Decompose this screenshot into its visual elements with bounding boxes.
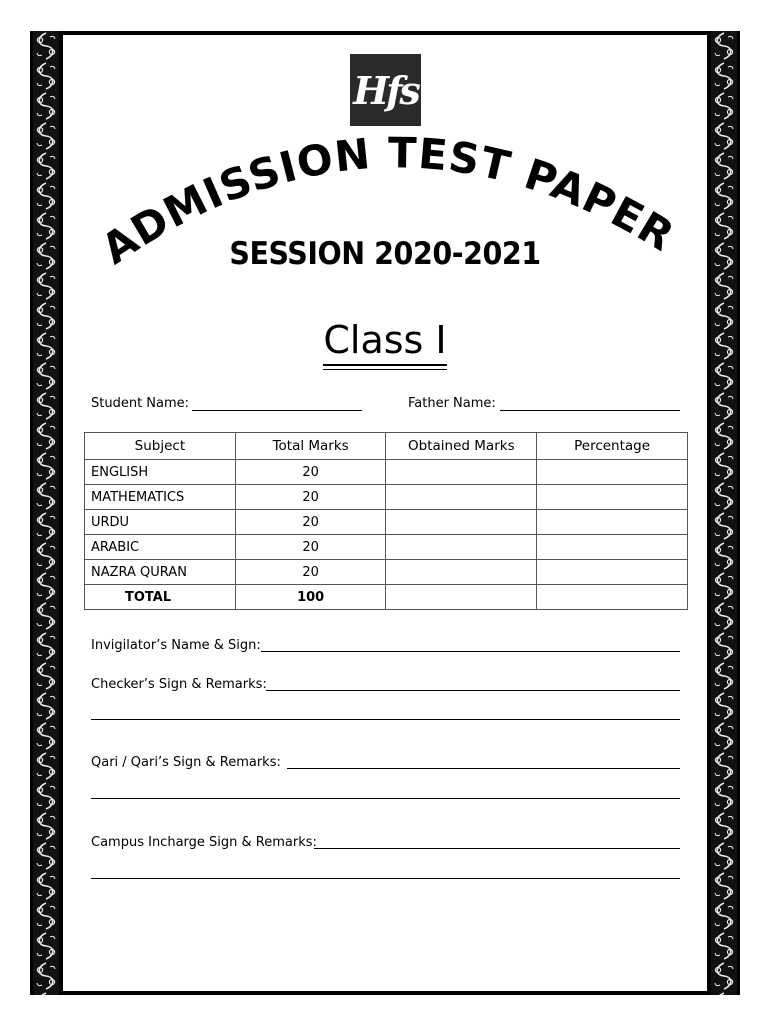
percentage-cell[interactable] <box>537 535 688 560</box>
table-row <box>85 535 688 560</box>
student-name-input-line[interactable] <box>192 410 362 411</box>
checker-field <box>91 677 267 692</box>
header-total-marks: Total Marks <box>235 433 386 460</box>
class-label: Class I <box>323 318 446 366</box>
qari-remarks-line[interactable] <box>91 798 680 799</box>
invigilator-input-line[interactable] <box>261 651 680 652</box>
total-label-cell: TOTAL <box>85 585 236 610</box>
table-header-row <box>85 433 688 460</box>
table-row <box>85 460 688 485</box>
subject-cell: ARABIC <box>85 535 236 560</box>
total-marks-cell: 20 <box>235 560 386 585</box>
father-name-label: Father Name: <box>408 396 496 411</box>
percentage-cell[interactable] <box>537 485 688 510</box>
qari-field <box>91 755 281 770</box>
marks-table <box>84 432 688 610</box>
header-obtained-marks: Obtained Marks <box>386 433 537 460</box>
checker-remarks-line[interactable] <box>91 719 680 720</box>
checker-label: Checker’s Sign & Remarks: <box>91 677 267 692</box>
student-name-field <box>91 396 189 411</box>
campus-incharge-label: Campus Incharge Sign & Remarks: <box>91 835 317 850</box>
session-label: SESSION 2020-2021 <box>229 236 541 272</box>
invigilator-field <box>91 638 261 653</box>
class-title <box>0 318 770 366</box>
total-marks-cell: 20 <box>235 485 386 510</box>
obtained-marks-cell[interactable] <box>386 510 537 535</box>
subject-cell: MATHEMATICS <box>85 485 236 510</box>
subject-cell: URDU <box>85 510 236 535</box>
page-title: ADMISSION TEST PAPER <box>92 128 684 274</box>
header-percentage: Percentage <box>537 433 688 460</box>
logo-text: Hfs <box>353 67 418 113</box>
obtained-marks-cell[interactable] <box>386 460 537 485</box>
total-marks-cell: 20 <box>235 510 386 535</box>
total-row <box>85 585 688 610</box>
student-name-label: Student Name: <box>91 396 190 411</box>
total-marks-sum-cell: 100 <box>235 585 386 610</box>
invigilator-label: Invigilator’s Name & Sign: <box>91 638 261 653</box>
obtained-marks-total-cell[interactable] <box>386 585 537 610</box>
campus-incharge-field <box>91 835 317 850</box>
percentage-cell[interactable] <box>537 510 688 535</box>
percentage-cell[interactable] <box>537 560 688 585</box>
campus-incharge-remarks-line[interactable] <box>91 878 680 879</box>
qari-input-line[interactable] <box>287 768 680 769</box>
subject-cell: NAZRA QURAN <box>85 560 236 585</box>
table-row <box>85 560 688 585</box>
qari-label: Qari / Qari’s Sign & Remarks: <box>91 755 281 770</box>
percentage-total-cell[interactable] <box>537 585 688 610</box>
campus-incharge-input-line[interactable] <box>314 848 680 849</box>
percentage-cell[interactable] <box>537 460 688 485</box>
obtained-marks-cell[interactable] <box>386 560 537 585</box>
father-name-field <box>408 396 496 411</box>
header-subject: Subject <box>85 433 236 460</box>
total-marks-cell: 20 <box>235 460 386 485</box>
total-marks-cell: 20 <box>235 535 386 560</box>
table-row <box>85 510 688 535</box>
subject-cell: ENGLISH <box>85 460 236 485</box>
table-row <box>85 485 688 510</box>
father-name-input-line[interactable] <box>500 410 680 411</box>
obtained-marks-cell[interactable] <box>386 535 537 560</box>
checker-input-line[interactable] <box>266 690 680 691</box>
obtained-marks-cell[interactable] <box>386 485 537 510</box>
